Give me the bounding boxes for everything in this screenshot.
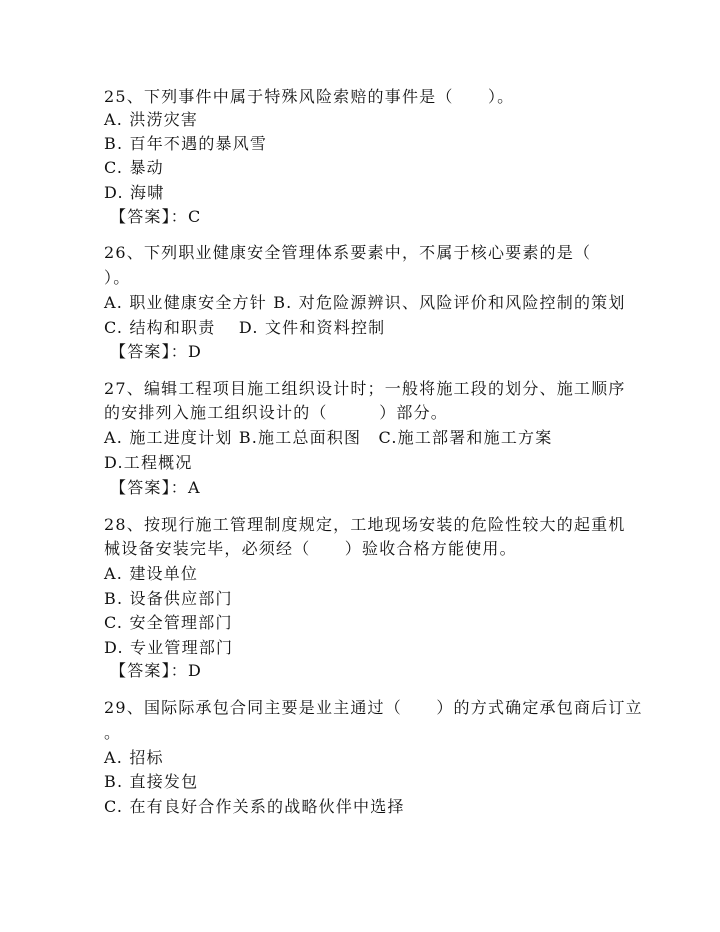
question-26-option-cd: C. 结构和职责 D. 文件和资料控制 <box>104 318 386 337</box>
question-29-stem-line-1: 29、国际际承包合同主要是业主通过（ ）的方式确定承包商后订立 <box>104 698 643 717</box>
question-27-stem-line-2: 的安排列入施工组织设计的（ ）部分。 <box>104 403 449 422</box>
question-26-stem-line-1: 26、下列职业健康安全管理体系要素中，不属于核心要素的是（ <box>104 243 592 262</box>
question-27-option-d: D.工程概况 <box>104 453 193 472</box>
question-28-option-c: C. 安全管理部门 <box>104 613 233 632</box>
question-28-option-b: B. 设备供应部门 <box>104 589 233 608</box>
question-26-stem-line-2: ）。 <box>104 268 131 287</box>
question-25-option-a: A. 洪涝灾害 <box>104 110 199 129</box>
question-25-option-b: B. 百年不遇的暴风雪 <box>104 134 268 153</box>
question-25-option-d: D. 海啸 <box>104 183 165 202</box>
question-28-stem-line-1: 28、按现行施工管理制度规定，工地现场安装的危险性较大的起重机 <box>104 515 626 534</box>
question-27-stem-line-1: 27、编辑工程项目施工组织设计时；一般将施工段的划分、施工顺序 <box>104 379 626 398</box>
question-29-option-b: B. 直接发包 <box>104 772 199 791</box>
question-28-option-d: D. 专业管理部门 <box>104 638 234 657</box>
question-25-option-c: C. 暴动 <box>104 158 164 177</box>
question-28-stem-line-2: 械设备安装完毕，必须经（ ）验收合格方能使用。 <box>104 539 517 558</box>
question-29-option-c: C. 在有良好合作关系的战略伙伴中选择 <box>104 797 405 816</box>
question-27-option-abc: A. 施工进度计划 B.施工总面积图 C.施工部署和施工方案 <box>104 428 553 447</box>
question-25-answer: 【答案】：C <box>110 207 202 226</box>
question-28-answer: 【答案】：D <box>110 661 203 680</box>
question-27-answer: 【答案】：A <box>110 478 201 497</box>
question-28-option-a: A. 建设单位 <box>104 564 199 583</box>
question-29-option-a: A. 招标 <box>104 748 164 767</box>
question-29-stem-line-2: 。 <box>104 723 122 742</box>
question-26-option-ab: A. 职业健康安全方针 B. 对危险源辨识、风险评价和风险控制的策划 <box>104 293 626 312</box>
question-26-answer: 【答案】：D <box>110 342 203 361</box>
question-25-stem: 25、下列事件中属于特殊风险索赔的事件是（ ）。 <box>104 87 515 106</box>
